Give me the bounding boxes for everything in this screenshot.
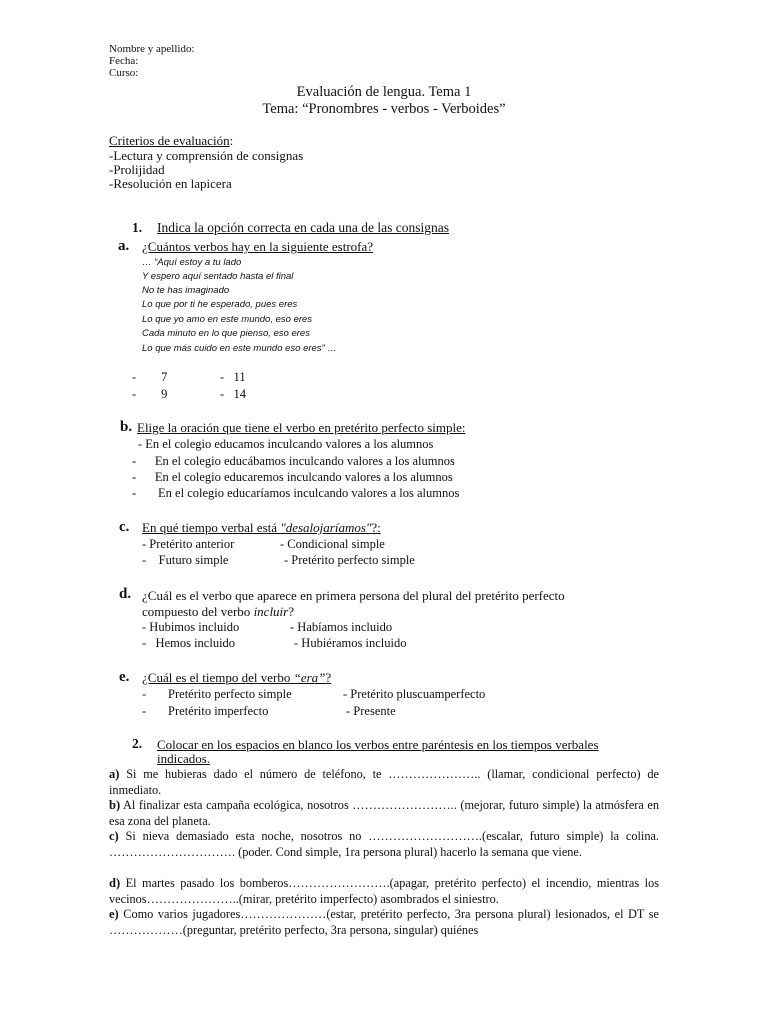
option-e-3[interactable]: - Pretérito imperfecto [142, 704, 269, 718]
exercise-e: e) Como varios jugadores…………………(estar, pretérito perfecto, 3ra persona plural) lesionados, el DT se ………………(preguntar, pretérito perfecto, 3ra persona, singular) quiénes [109, 907, 659, 937]
option-a-1[interactable]: - 7 [132, 370, 168, 384]
option-a-3[interactable]: - 9 [132, 387, 168, 401]
exam-subtitle: Tema: “Pronombres - verbos - Verboides” [262, 101, 506, 117]
question-d-text: ¿Cuál es el verbo que aparece en primera persona del plural del pretérito perfecto [142, 588, 565, 603]
question-d-text-2: compuesto del verbo incluir? [142, 604, 295, 619]
date-label: Fecha: [109, 55, 139, 67]
course-label: Curso: [109, 67, 139, 79]
option-a-4[interactable]: - 14 [220, 387, 247, 401]
option-d-1[interactable]: - Hubimos incluido [142, 620, 240, 634]
poem-line: Lo que yo amo en este mundo, eso eres [142, 314, 313, 325]
option-c-4[interactable]: - Pretérito perfecto simple [284, 553, 415, 567]
criteria-heading: Criterios de evaluación: [109, 133, 234, 148]
section1-title: Indica la opción correcta en cada una de las consignas [157, 220, 449, 235]
criteria-item: -Lectura y comprensión de consignas [109, 148, 304, 163]
option-c-3[interactable]: - Futuro simple [142, 553, 229, 567]
exercise-b: b) Al finalizar esta campaña ecológica, nosotros …………………….. (mejorar, futuro simple) la atmósfera en esa zona del planeta. [109, 798, 659, 828]
exam-title: Evaluación de lengua. Tema 1 [296, 84, 472, 100]
question-c-letter: c. [119, 519, 130, 535]
option-b-3[interactable]: - En el colegio educaremos inculcando valores a los alumnos [132, 470, 453, 484]
section1-number: 1. [132, 220, 143, 235]
poem-line: Lo que más cuido en este mundo eso eres” … [142, 343, 337, 354]
section2-title-2: indicados. [157, 751, 211, 766]
option-e-2[interactable]: - Pretérito pluscuamperfecto [343, 687, 486, 701]
exercise-d: d) El martes pasado los bomberos…………………….(apagar, pretérito perfecto) el incendio, mientras los vecinos…………………..(mirar, pretérito imperfecto) asombrados el siniestro. [109, 876, 659, 906]
option-c-2[interactable]: - Condicional simple [280, 537, 385, 551]
option-d-2[interactable]: - Habíamos incluido [290, 620, 393, 634]
question-c-text: En qué tiempo verbal está "desalojaríamos"?: [142, 520, 381, 535]
criteria-item: -Resolución en lapicera [109, 176, 232, 191]
option-d-3[interactable]: - Hemos incluido [142, 636, 236, 650]
poem-line: Lo que por ti he esperado, pues eres [142, 299, 298, 310]
exercise-c: c) Si nieva demasiado esta noche, nosotros no ……………………….(escalar, futuro simple) la colina. …………………………. (poder. Cond simple, 1ra persona plural) hacerlo la semana que viene. [109, 829, 660, 859]
question-a-text: ¿Cuántos verbos hay en la siguiente estrofa? [142, 239, 374, 254]
poem-line: No te has imaginado [142, 285, 230, 296]
section2-number: 2. [132, 736, 143, 751]
option-e-4[interactable]: - Presente [346, 704, 396, 718]
question-e-text: ¿Cuál es el tiempo del verbo “era”? [142, 670, 332, 685]
question-b-text: Elige la oración que tiene el verbo en pretérito perfecto simple: [137, 420, 466, 435]
poem-line: … “Aquí estoy a tu lado [142, 257, 242, 268]
question-e-letter: e. [119, 669, 130, 685]
option-b-2[interactable]: - En el colegio educábamos inculcando valores a los alumnos [132, 454, 455, 468]
section2-title: Colocar en los espacios en blanco los verbos entre paréntesis en los tiempos verbales [157, 737, 599, 752]
option-c-1[interactable]: - Pretérito anterior [142, 537, 235, 551]
question-b-letter: b. [120, 419, 133, 435]
poem-line: Y espero aquí sentado hasta el final [142, 271, 294, 282]
question-d-letter: d. [119, 586, 132, 602]
exercise-a: a) Si me hubieras dado el número de teléfono, te ………………….. (llamar, condicional perfecto) de inmediato. [109, 767, 659, 797]
option-b-4[interactable]: - En el colegio educaríamos inculcando valores a los alumnos [132, 486, 460, 500]
criteria-item: -Prolijidad [109, 162, 165, 177]
option-a-2[interactable]: - 11 [220, 370, 246, 384]
option-b-1[interactable]: - En el colegio educamos inculcando valores a los alumnos [138, 437, 434, 451]
name-label: Nombre y apellido: [109, 43, 195, 55]
question-a-letter: a. [118, 238, 130, 254]
poem-line: Cada minuto en lo que pienso, eso eres [142, 328, 310, 339]
option-e-1[interactable]: - Pretérito perfecto simple [142, 687, 292, 701]
option-d-4[interactable]: - Hubiéramos incluido [294, 636, 407, 650]
